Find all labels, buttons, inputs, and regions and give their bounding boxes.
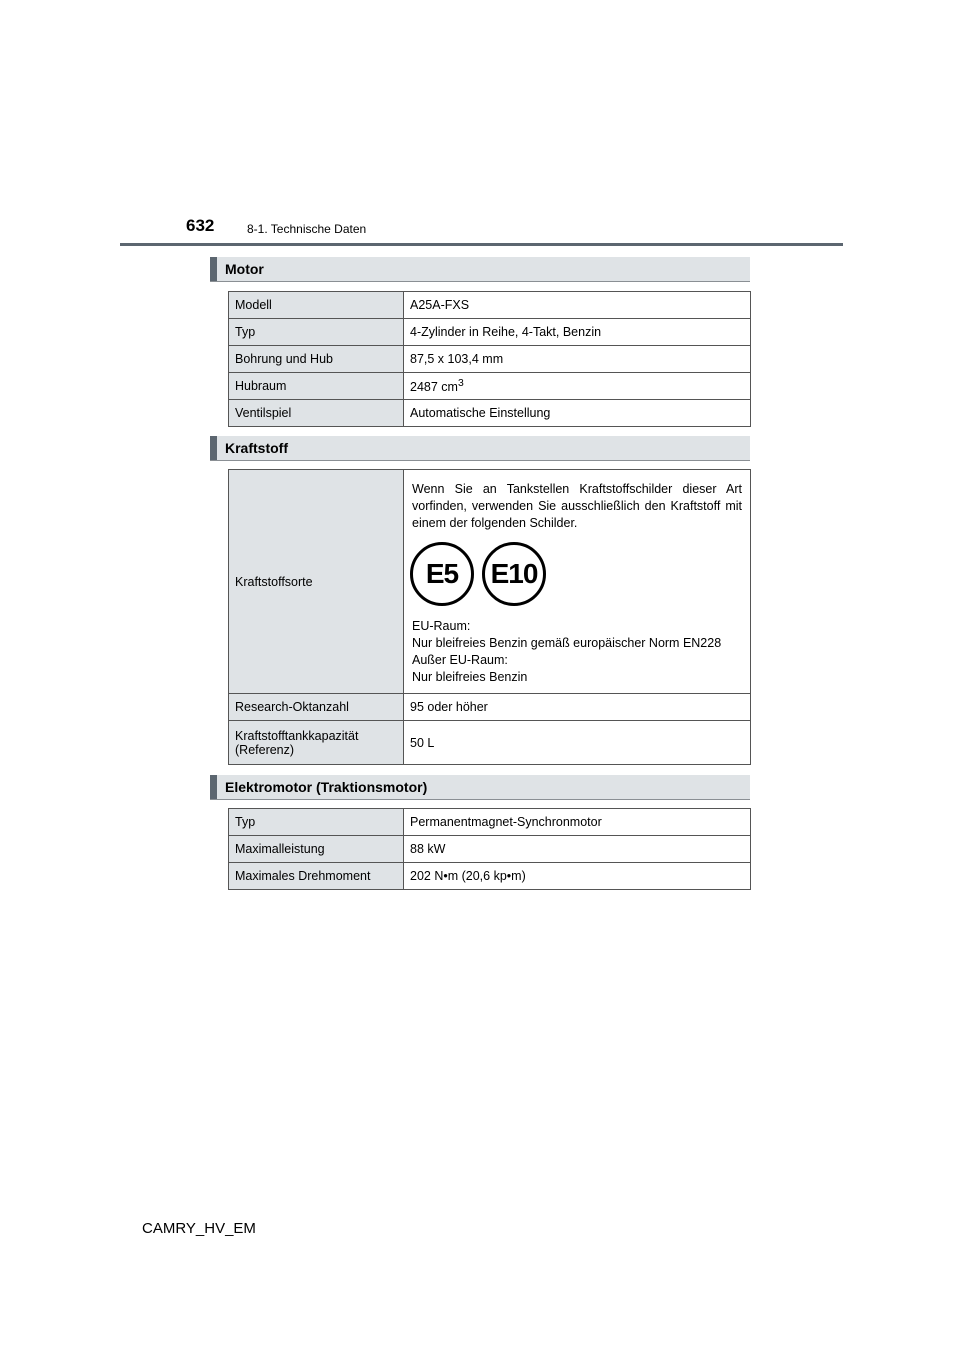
spec-value: 95 oder höher [404,694,751,721]
spec-value-cell [404,373,751,400]
heading-bar [210,775,217,799]
table-row [229,319,751,346]
table-row [229,863,751,890]
spec-key: Kraftstoffsorte [229,470,404,694]
table-row [229,694,751,721]
spec-key: Modell [229,292,404,319]
spec-value: Automatische Einstellung [404,400,751,427]
spec-key-note: (Referenz) [235,742,295,757]
motor-section-title: Motor [225,261,264,277]
table-row [229,292,751,319]
spec-key-cell [229,721,404,765]
spec-key: Hubraum [229,373,404,400]
motor-spec-table [228,291,751,427]
table-row [229,373,751,400]
table-row [229,721,751,765]
spec-key: Typ [229,809,404,836]
eu-label: EU-Raum: [412,618,471,633]
header-rule [120,243,843,246]
heading-bar [210,436,217,460]
fuel-badge-e5: E5 [410,542,474,606]
electric-motor-spec-table [228,808,751,890]
spec-key: Maximalleistung [229,836,404,863]
non-eu-text: Nur bleifreies Benzin [412,669,528,684]
document-code: CAMRY_HV_EM [142,1220,256,1237]
fuel-spec-table [228,469,751,765]
spec-key: Typ [229,319,404,346]
spec-value: 4-Zylinder in Reihe, 4-Takt, Benzin [404,319,751,346]
motor-section-heading [210,257,750,282]
page-number: 632 [186,216,215,235]
spec-key: Research-Oktanzahl [229,694,404,721]
heading-bar [210,257,217,281]
spec-key: Kraftstofftankkapazität [235,728,359,743]
unit-superscript: 3 [457,377,464,389]
spec-value: 202 N•m (20,6 kp•m) [404,863,751,890]
fuel-label-badges [410,532,744,618]
spec-value: 2487 cm [410,380,458,395]
spec-value: 50 L [404,721,751,765]
fuel-badge-e10: E10 [482,542,546,606]
table-row [229,346,751,373]
spec-value: 87,5 x 103,4 mm [404,346,751,373]
spec-value: A25A-FXS [404,292,751,319]
table-row [229,470,751,694]
fuel-region-info [410,618,744,691]
eu-text: Nur bleifreies Benzin gemäß europäischer Norm EN228 [412,635,722,650]
spec-key: Maximales Drehmoment [229,863,404,890]
spec-key: Ventilspiel [229,400,404,427]
fuel-section-heading [210,436,750,461]
electric-motor-section-heading [210,775,750,800]
fuel-section-title: Kraftstoff [225,440,288,456]
non-eu-label: Außer EU-Raum: [412,652,508,667]
spec-key: Bohrung und Hub [229,346,404,373]
table-row [229,836,751,863]
fuel-description: Wenn Sie an Tankstellen Kraftstoffschilder dieser Art vorfinden, verwenden Sie ausschließlich den Kraftstoff mit einem der folgenden Schilder. [412,481,742,530]
spec-value: 88 kW [404,836,751,863]
table-row [229,400,751,427]
spec-value: Permanentmagnet-Synchronmotor [404,809,751,836]
fuel-type-cell [404,470,751,694]
table-row [229,809,751,836]
chapter-title: 8-1. Technische Daten [247,222,367,236]
electric-motor-section-title: Elektromotor (Traktionsmotor) [225,779,428,795]
